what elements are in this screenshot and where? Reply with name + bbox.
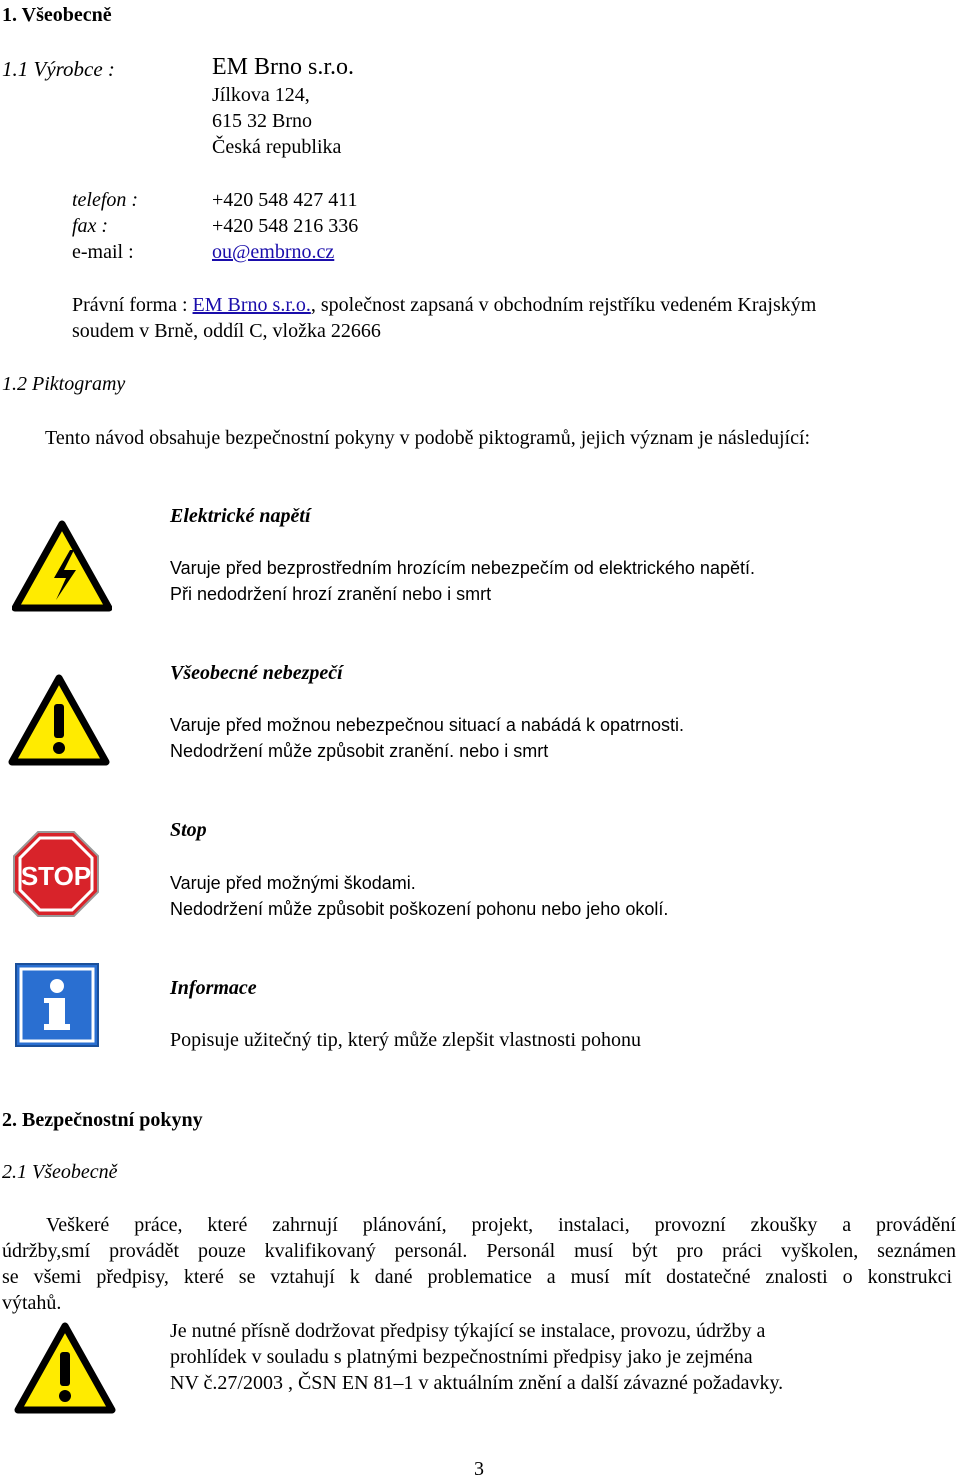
email-link[interactable]: ou@embrno.cz xyxy=(212,241,335,263)
pictograms-intro: Tento návod obsahuje bezpečnostní pokyny v podobě piktogramů, jejich význam je následující: xyxy=(45,427,811,449)
pictogram-desc: Nedodržení může způsobit zranění. nebo i smrt xyxy=(170,741,549,761)
subsection-heading: 2.1 Všeobecně xyxy=(2,1161,118,1183)
address-line: Jílkova 124, xyxy=(212,84,310,106)
stop-sign-icon xyxy=(12,830,100,918)
paragraph-line: se všemi předpisy, které se vztahují k dané problematice a musí mít dostatečné znalosti o konstrukci xyxy=(2,1266,952,1288)
legal-form-line-2: soudem v Brně, oddíl C, vložka 22666 xyxy=(72,320,381,342)
paragraph-line: Veškeré práce, které zahrnují plánování, projekt, instalaci, provozní zkoušky a provádění xyxy=(46,1214,956,1236)
pictogram-title: Informace xyxy=(170,977,257,999)
pictogram-desc: Při nedodržení hrozí zranění nebo i smrt xyxy=(170,584,492,604)
address-line: 615 32 Brno xyxy=(212,110,312,132)
warning-text-line: NV č.27/2003 , ČSN EN 81–1 v aktuálním znění a další závazné požadavky. xyxy=(170,1372,784,1394)
page-number: 3 xyxy=(474,1458,484,1480)
pictogram-desc: Varuje před možnými škodami. xyxy=(170,873,416,893)
svg-text:STOP: STOP xyxy=(20,861,92,891)
legal-prefix: Právní forma : xyxy=(72,294,193,316)
section-heading: 1. Všeobecně xyxy=(2,4,112,26)
paragraph-line: údržby,smí provádět pouze kvalifikovaný personál. Personál musí být pro práci vyškolen, seznámen xyxy=(2,1240,956,1262)
pictogram-title: Všeobecné nebezpečí xyxy=(170,662,343,684)
paragraph-line: výtahů. xyxy=(2,1292,62,1314)
fax-value: +420 548 216 336 xyxy=(212,215,359,237)
general-warning-icon xyxy=(8,674,110,766)
pictogram-desc: Popisuje užitečný tip, který může zlepšit vlastnosti pohonu xyxy=(170,1029,642,1051)
pictogram-desc: Varuje před bezprostředním hrozícím nebezpečím od elektrického napětí. xyxy=(170,558,755,578)
warning-icon xyxy=(14,1322,116,1414)
pictogram-desc: Varuje před možnou nebezpečnou situací a nabádá k opatrnosti. xyxy=(170,715,685,735)
subsection-heading: 1.2 Piktogramy xyxy=(2,373,126,395)
pictogram-title: Elektrické napětí xyxy=(170,505,311,527)
email-label: e-mail : xyxy=(72,241,134,263)
pictogram-desc: Nedodržení může způsobit poškození pohonu nebo jeho okolí. xyxy=(170,899,669,919)
company-name: EM Brno s.r.o. xyxy=(212,54,355,80)
legal-rest: , společnost zapsaná v obchodním rejstříku vedeném Krajským xyxy=(310,294,817,316)
section-heading: 2. Bezpečnostní pokyny xyxy=(2,1109,203,1131)
legal-form-line xyxy=(72,292,816,318)
legal-company-link[interactable]: EM Brno s.r.o. xyxy=(192,294,311,316)
electric-hazard-icon xyxy=(12,520,112,612)
fax-label: fax : xyxy=(72,215,109,237)
phone-label: telefon : xyxy=(72,189,139,211)
info-icon xyxy=(14,962,100,1048)
manufacturer-label: 1.1 Výrobce : xyxy=(2,57,115,81)
phone-value: +420 548 427 411 xyxy=(212,189,358,211)
warning-text-line: Je nutné přísně dodržovat předpisy týkající se instalace, provozu, údržby a xyxy=(170,1320,766,1342)
warning-text-line: prohlídek v souladu s platnými bezpečnostními předpisy jako je zejména xyxy=(170,1346,753,1368)
address-line: Česká republika xyxy=(212,136,342,158)
pictogram-title: Stop xyxy=(170,819,207,841)
